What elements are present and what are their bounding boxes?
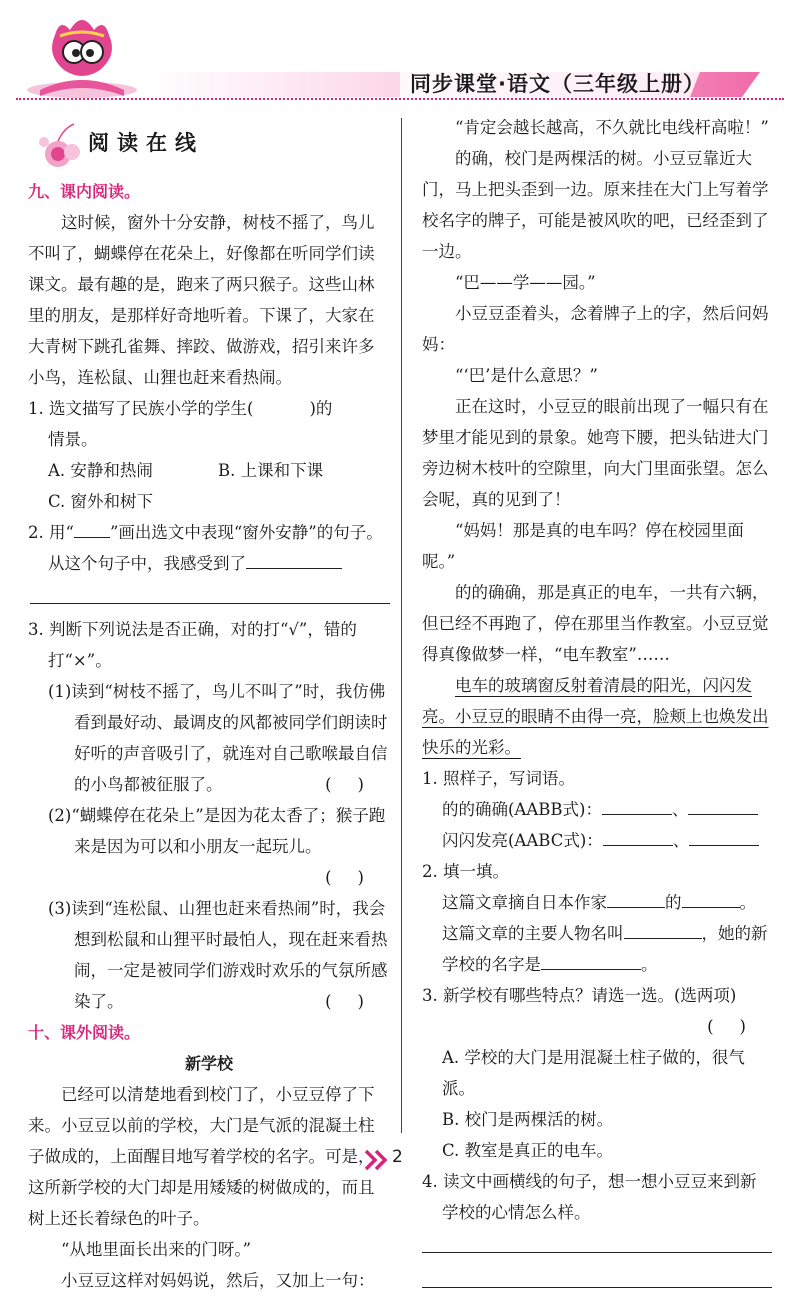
q10-2-author-blank[interactable]: [607, 887, 665, 908]
q9-3-item-1-paren[interactable]: (): [325, 775, 390, 794]
q9-3-item-1: [28, 676, 390, 800]
q9-1-option-c[interactable]: C. 窗外和树下: [48, 492, 154, 511]
q9-3-item-2-paren[interactable]: (): [325, 868, 390, 887]
story-title: 新学校: [184, 1054, 233, 1073]
section-9-heading: 九、课内阅读。: [28, 182, 141, 201]
q9-3-item-3: [28, 893, 390, 1017]
q9-1-stem-a: 1. 选文描写了民族小学的学生(: [28, 399, 254, 418]
q9-2-answer-line[interactable]: [30, 579, 390, 604]
story-para-7: 小豆豆歪着头，念着牌子上的字，然后问妈妈：: [422, 304, 769, 354]
q10-2-name-blank[interactable]: [624, 918, 702, 939]
page-number: 2: [392, 1147, 403, 1167]
q10-2-book-blank[interactable]: [682, 887, 740, 908]
story-underlined-para: 电车的玻璃窗反射着清晨的阳光，闪闪发亮。小豆豆的眼睛不由得一亮，脸颊上也焕发出快乐的光彩。: [422, 676, 769, 757]
q9-3-item-3-text: (3)读到“连松鼠、山狸也赶来看热闹”时，我会想到松鼠和山狸平时最怕人，现在赶来看热闹，一定是被同学们游戏时欢乐的气氛所感染了。: [48, 899, 388, 1011]
q10-3-option-a[interactable]: A. 学校的大门是用混凝土柱子做的，很气派。: [442, 1048, 745, 1098]
q9-1-stem-c: 情景。: [48, 430, 98, 449]
story-para-2: “从地里面长出来的门呀。”: [61, 1240, 252, 1259]
q9-1-option-a[interactable]: A. 安静和热闹: [48, 461, 153, 480]
q9-3-item-3-paren[interactable]: (): [325, 992, 390, 1011]
question-9-1: [28, 393, 390, 455]
story-para-9: 正在这时，小豆豆的眼前出现了一幅只有在梦里才能见到的景象。她弯下腰，把头钻进大门旁边树木枝叶的空隙里，向大门里面张望。怎么会呢，真的见到了！: [422, 397, 769, 509]
header-dotted-rule: [16, 98, 784, 100]
question-9-2: [28, 517, 390, 579]
story-para-1: 已经可以清楚地看到校门了，小豆豆停了下来。小豆豆以前的学校，大门是气派的混凝土柱子做成的，上面醒目地写着学校的名字。可是，这所新学校的大门却是用矮矮的树做成的，而且树上还长着绿色的叶子。: [28, 1085, 375, 1228]
q10-2-line-b: [422, 918, 772, 949]
q10-4-answer-line-2[interactable]: [422, 1263, 772, 1288]
q9-2-b: ”画出选文中表现“窗外安静”的句子。从这个句子中，我感受到了: [48, 523, 383, 573]
q10-2-a3: 。: [739, 893, 756, 912]
story-para-6: “巴——学——园。”: [455, 273, 596, 292]
story-para-10: “妈妈！那是真的电车吗？停在校园里面呢。”: [422, 521, 744, 571]
q10-1-a-blank-1[interactable]: [602, 794, 672, 815]
q10-2-b2: ，她的新: [701, 924, 768, 943]
left-column: [28, 112, 390, 1296]
right-column: [422, 112, 772, 1298]
q10-3-option-c[interactable]: C. 教室是真正的电车。: [442, 1141, 614, 1160]
q10-1-b-blank-2[interactable]: [689, 825, 759, 846]
story-para-5: 的确，校门是两棵活的树。小豆豆靠近大门，马上把头歪到一边。原来挂在大门上写着学校名字的牌子，可能是被风吹的吧，已经歪到了一边。: [422, 149, 769, 261]
q10-1-b-sep: 、: [672, 831, 690, 850]
banner-title: 阅读在线: [88, 131, 204, 155]
section-10-heading: 十、课外阅读。: [28, 1023, 141, 1042]
page-header: [0, 0, 800, 104]
section-banner: [28, 112, 390, 176]
question-10-4: 4. 读文中画横线的句子，想一想小豆豆来到新学校的心情怎么样。: [422, 1172, 757, 1222]
mascot-icon: [27, 20, 137, 98]
q9-3-item-2-text: (2)“蝴蝶停在花朵上”是因为花太香了；猴子跑来是因为可以和小朋友一起玩儿。: [48, 806, 386, 856]
q9-1-option-b[interactable]: B. 上课和下课: [218, 461, 324, 480]
q10-2-c2: 。: [641, 955, 658, 974]
q9-1-stem-b: )的: [309, 399, 333, 418]
q10-1-line-b: [422, 825, 772, 856]
question-10-3: 3. 新学校有哪些特点？请选一选。(选两项): [422, 986, 737, 1005]
q10-1-line-a: [422, 794, 772, 825]
q10-2-line-a: [422, 887, 772, 918]
q10-1-a-sep: 、: [671, 800, 689, 819]
story-para-11: 的的确确，那是真正的电车，一共有六辆，但已经不再跑了，停在那里当作教室。小豆豆觉得真像做梦一样，“电车教室”……: [422, 583, 769, 664]
q10-4-answer-line-1[interactable]: [422, 1228, 772, 1253]
q10-3-option-b[interactable]: B. 校门是两棵活的树。: [442, 1110, 614, 1129]
q10-2-school-blank[interactable]: [541, 949, 641, 970]
column-divider: [401, 118, 402, 1133]
q9-3-item-1-text: (1)读到“树枝不摇了，鸟儿不叫了”时，我仿佛看到最好动、最调皮的风都被同学们朗读时好听的声音吸引了，就连对自己歌喉最自信的小鸟都被征服了。: [48, 682, 388, 794]
question-9-3: 3. 判断下列说法是否正确，对的打“√”，错的打“×”。: [28, 620, 357, 670]
story-para-8: “‘巴’是什么意思？”: [455, 366, 598, 385]
story-para-3: 小豆豆这样对妈妈说，然后，又加上一句：: [61, 1271, 375, 1290]
section-9-passage: 这时候，窗外十分安静，树枝不摇了，鸟儿不叫了，蝴蝶停在花朵上，好像都在听同学们读课文。最有趣的是，跑来了两只猴子。这些山林里的朋友，是那样好奇地听着。下课了，大家在大青树下跳孔雀舞、摔跤、做游戏，招引来许多小鸟，连松鼠、山狸也赶来看热闹。: [28, 213, 375, 387]
series-title: 同步课堂·语文（三年级上册）: [410, 72, 705, 96]
q10-1-b-blank-1[interactable]: [603, 825, 673, 846]
question-10-2: 2. 填一填。: [422, 862, 509, 881]
q10-1-a-blank-2[interactable]: [688, 794, 758, 815]
q9-1-options: [28, 455, 390, 517]
q10-1-line-a-label: 的的确确(AABB式)：: [442, 800, 602, 819]
q9-2-a: 2. 用“: [28, 523, 74, 542]
q9-2-answer-blank[interactable]: [246, 548, 342, 569]
question-10-1: 1. 照样子，写词语。: [422, 769, 575, 788]
q10-3-paren[interactable]: (): [707, 1017, 772, 1036]
story-para-4: “肯定会越长越高，不久就比电线杆高啦！”: [455, 118, 769, 137]
q10-1-line-b-label: 闪闪发亮(AABC式)：: [442, 831, 603, 850]
q10-2-a2: 的: [665, 893, 682, 912]
q10-2-line-c: [422, 949, 772, 980]
q10-2-b1: 这篇文章的主要人物名叫: [442, 924, 624, 943]
q10-2-c1: 学校的名字是: [442, 955, 541, 974]
q9-2-line-sample: [74, 517, 110, 538]
q10-2-a1: 这篇文章摘自日本作家: [442, 893, 607, 912]
q9-3-item-2: [28, 800, 390, 893]
